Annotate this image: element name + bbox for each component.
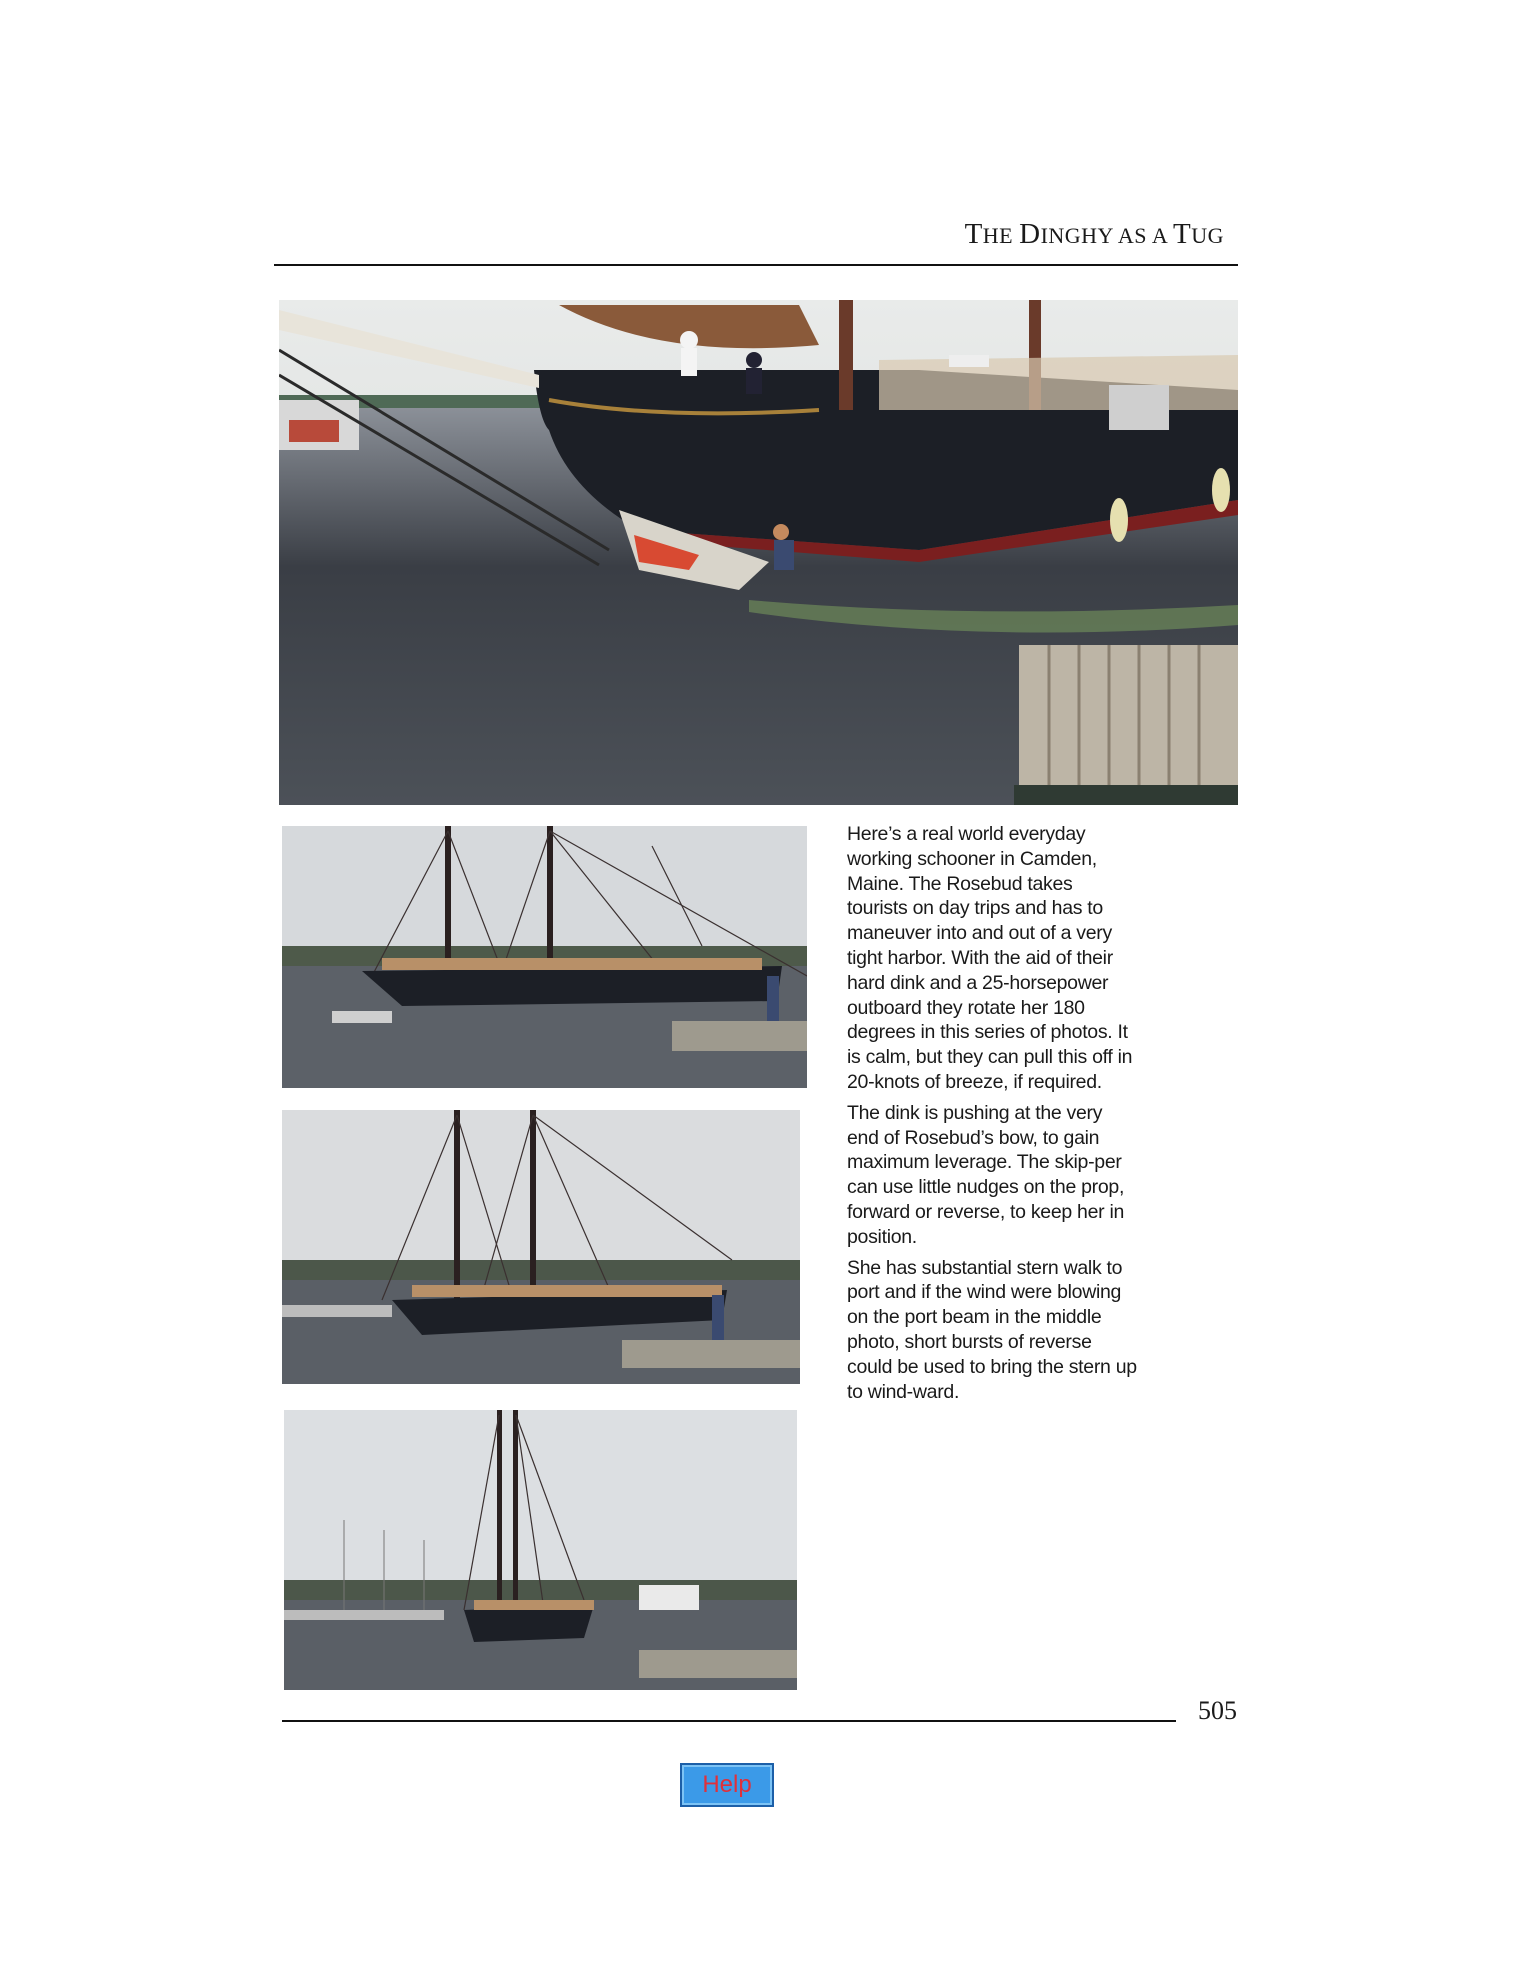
- help-button[interactable]: Help: [680, 1763, 774, 1807]
- body-paragraph: She has substantial stern walk to port and if the wind were blowing on the port beam in the middle photo, short bursts of reverse could be used to bring the stern up to wind-ward.: [847, 1256, 1137, 1403]
- photo-dinghy-pushing-bow: [279, 300, 1238, 805]
- body-paragraph: Here’s a real world everyday working schooner in Camden, Maine. The Rosebud takes tourists on day trips and has to maneuver into and out of a very tight harbor. With the aid of their hard dink and a 25-horsepower outboard they rotate her 180 degrees in this series of photos. It is calm, but they can pull this off in 20-knots of breeze, if required.: [847, 823, 1133, 1093]
- page-number: 505: [1198, 1696, 1237, 1725]
- footer-rule: [282, 1720, 1176, 1722]
- header-rule: [274, 264, 1238, 266]
- body-text: [847, 822, 1137, 1410]
- page-header-title: THE DINGHY AS A TUG: [964, 218, 1224, 250]
- photo-schooner-rotation-3: [284, 1410, 797, 1690]
- photo-schooner-rotation-1: [282, 826, 807, 1088]
- photo-schooner-rotation-2: [282, 1110, 800, 1384]
- body-paragraph: The dink is pushing at the very end of Rosebud’s bow, to gain maximum leverage. The skip-per can use little nudges on the prop, forward or reverse, to keep her in position.: [847, 1101, 1125, 1248]
